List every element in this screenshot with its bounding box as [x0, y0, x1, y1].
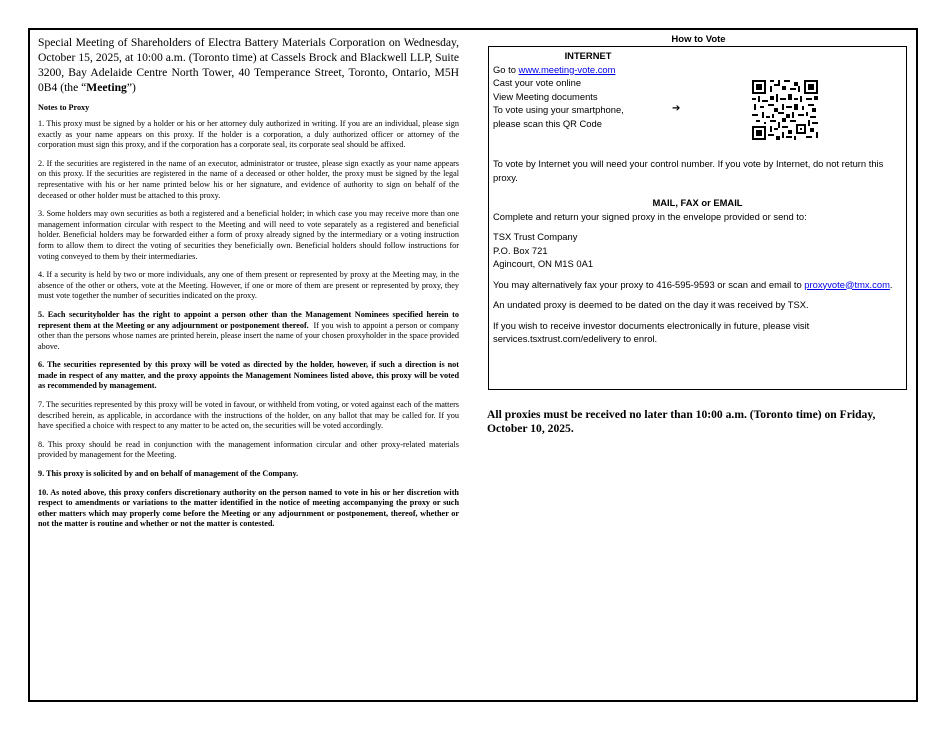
edelivery-note: If you wish to receive investor documents electronically in future, please visit services.tsxtrust.com/edelivery to enrol. [493, 319, 810, 344]
how-to-vote-title: How to Vote [671, 34, 726, 45]
right-arrow-icon: ➔ [672, 103, 681, 114]
note-4: 4. If a security is held by two or more individuals, any one of them present or represented by proxy at the Meeting may, in the absence of the other or others, vote at the Meeting. However, if one or more of them are present or represented by proxy, they must vote together the number of securities indicated on the proxy. [38, 270, 459, 301]
proxy-deadline: All proxies must be received no later than 10:00 a.m. (Toronto time) on Friday, October 10, 2025. [487, 408, 876, 435]
note-5-rest: If you wish to appoint a person or company other than the persons whose names are printed herein, please insert the name of your chosen proxyholder in the space provided above. [38, 320, 459, 351]
email-suffix: . [889, 278, 893, 290]
internet-line-scan: please scan this QR Code [493, 117, 602, 129]
internet-heading: INTERNET [564, 50, 612, 61]
note-10: 10. As noted above, this proxy confers discretionary authority on the person named to vote in his or her discretion with respect to amendments or variations to the matter identified in the notice of meeting accompanying the proxy or such other matters which may properly come before the Meeting or any adjournment or postponement, thereof, whether or not the matter is routine and whether or not the matter is contested. [38, 487, 459, 529]
note-2: 2. If the securities are registered in the name of an executor, administrator or trustee, please sign exactly as your name appears on this proxy. If the securities are registered in the name of a deceased or other holder, the proxy must be signed by the legal representative with his or her name printed below his or her signature, and evidence of authority to sign on behalf of the deceased or other holder must be attached to this proxy. [38, 158, 459, 200]
internet-line-cast: Cast your vote online [493, 77, 582, 88]
proxyvote-email-link[interactable]: proxyvote@tmx.com [804, 278, 890, 290]
how-to-vote-box [488, 46, 907, 390]
meeting-word: Meeting [86, 81, 127, 94]
address-po-box: P.O. Box 721 [493, 244, 548, 256]
internet-line-view: View Meeting documents [493, 90, 598, 102]
fax-text: You may alternatively fax your proxy to 416-595-9593 or scan and email to [493, 278, 802, 290]
note-7: 7. The securities represented by this proxy will be voted in favour, or withheld from voting, or voted against each of the matters described herein, as applicable, in accordance with the instructions of the holder, on any ballot that may be called for. If you have specified a choice with respect to any matter to be acted on, the securities will be voted accordingly. [38, 400, 459, 431]
goto-line [493, 63, 902, 77]
notes-column [38, 35, 459, 538]
note-5-bold: 5. Each securityholder has the right to appoint a person other than the Management Nominees specified herein to represent them at the Meeting or any adjournment or postponement thereof. [38, 309, 459, 330]
undated-proxy-note: An undated proxy is deemed to be dated on the day it was received by TSX. [493, 299, 809, 310]
fax-email-text [493, 278, 902, 292]
note-1: 1. This proxy must be signed by a holder or his or her attorney duly authorized in writing. If you are an individual, please sign exactly as your name appears on this proxy. If the holder is a corporation, a duly authorized officer or attorney of the corporation must sign this proxy, and if the corporation has a corporate seal, its corporate seal should be affixed. [38, 119, 459, 150]
note-5 [38, 310, 459, 352]
address-company: TSX Trust Company [493, 231, 578, 242]
internet-line-smartphone: To vote using your smartphone, [493, 104, 624, 115]
address-city: Agincourt, ON M1S 0A1 [493, 258, 594, 269]
mail-heading: MAIL, FAX or EMAIL [652, 197, 743, 208]
goto-prefix: Go to [493, 63, 519, 75]
notes-title: Notes to Proxy [38, 103, 90, 112]
how-to-vote-section [488, 34, 909, 390]
meeting-vote-link[interactable]: www.meeting-vote.com [518, 63, 616, 75]
meeting-intro [38, 35, 459, 95]
note-8: 8. This proxy should be read in conjunction with the management information circular and other proxy-related materials provided by management for the Meeting. [38, 439, 459, 460]
note-6: 6. The securities represented by this proxy will be voted as directed by the holder, however, if such a direction is not made in respect of any matter, and the proxy appoints the Management Nominees listed above, this proxy will be voted as recommended by management. [38, 360, 459, 391]
intro-text: Special Meeting of Shareholders of Electra Battery Materials Corporation on Wednesday, October 15, 2025, at 10:00 a.m. (Toronto time) at Cassels Brock and Blackwell LLP, Suite 3200, Bay Adelaide Centre North Tower, 40 Temperance Street, Toronto, Ontario, M5H 0B4 (the “ [38, 36, 459, 94]
note-9: 9. This proxy is solicited by and on behalf of management of the Company. [38, 469, 299, 479]
internet-note: To vote by Internet you will need your control number. If you vote by Internet, do not return this proxy. [493, 158, 884, 183]
intro-suffix: ”) [126, 81, 136, 94]
mail-instruction: Complete and return your signed proxy in the envelope provided or send to: [493, 210, 807, 222]
qr-code[interactable] [752, 80, 818, 140]
note-3: 3. Some holders may own securities as both a registered and a beneficial holder; in which case you may receive more than one management information circular with respect to the Meeting and will need to vote separately as a registered and beneficial holder. Beneficial holders may be forwarded either a form of proxy already signed by the intermediary or a voting instruction form to allow them to direct the voting of securities they beneficially own. Beneficial holders should follow instructions for voting conveyed to them by their intermediaries. [38, 209, 459, 261]
